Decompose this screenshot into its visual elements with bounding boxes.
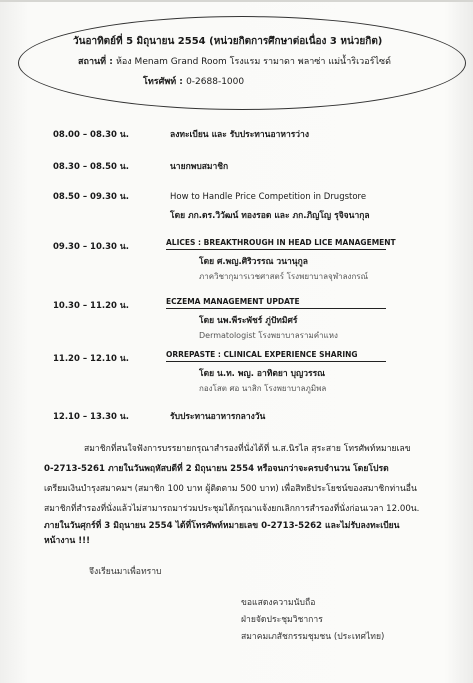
notice-line: หน้างาน !!!	[44, 536, 91, 546]
schedule-speaker: โดย นพ.พีระพัชร์ ภู่ปัทมิศร์	[199, 316, 298, 326]
closing-text: จึงเรียนมาเพื่อทราบ	[89, 567, 162, 577]
schedule-time: 08.50 – 09.30 น.	[53, 192, 129, 202]
schedule-row	[53, 298, 170, 312]
schedule-title: ORREPASTE : CLINICAL EXPERIENCE SHARING	[166, 350, 386, 362]
phone-line	[143, 74, 244, 88]
schedule-affiliation: ภาควิชากุมารเวชศาสตร์ โรงพยาบาลจุฬาลงกรณ์	[199, 272, 369, 281]
phone-value: 0-2688-1000	[186, 77, 245, 87]
place-label: สถานที่ :	[78, 57, 113, 67]
date-value: 5 มิถุนายน 2554 (หน่วยกิตการศึกษาต่อเนื่อง 3 หน่วยกิต)	[126, 36, 383, 47]
schedule-row	[53, 189, 366, 203]
schedule-time: 12.10 – 13.30 น.	[53, 412, 129, 422]
signature-line: สมาคมเภสัชกรรมชุมชน (ประเทศไทย)	[241, 632, 385, 642]
notice-line: ภายในวันศุกร์ที่ 3 มิถุนายน 2554 ได้ที่โทรศัพท์หมายเลข 0-2713-5262 และไม่รับลงทะเบียน	[44, 521, 400, 531]
schedule-time: 11.20 – 12.10 น.	[53, 354, 129, 364]
schedule-row	[53, 159, 228, 173]
schedule-time: 08.30 – 08.50 น.	[53, 162, 129, 172]
date-line	[73, 34, 382, 49]
phone-label: โทรศัพท์ :	[143, 77, 183, 87]
schedule-row	[53, 127, 309, 141]
schedule-row	[53, 239, 170, 253]
schedule-title: นายกพบสมาชิก	[170, 162, 229, 172]
date-label: วันอาทิตย์ที่	[73, 36, 123, 47]
notice-line: เตรียมเงินบำรุงสมาคมฯ (สมาชิก 100 บาท ผู้ติดตาม 500 บาท) เพื่อสิทธิประโยชน์ของสมาชิกท่านอื่น	[44, 484, 417, 494]
notice-line: สมาชิกที่สนใจฟังการบรรยายกรุณาสำรองที่นั่งได้ที่ น.ส.นิรไล สุระสาย โทรศัพท์หมายเลข	[84, 444, 411, 454]
schedule-time: 09.30 – 10.30 น.	[53, 242, 129, 252]
schedule-speaker: โดย น.ท. พญ. อาทิตยา บุญวรรณ	[199, 369, 326, 379]
signature-line: ฝ่ายจัดประชุมวิชาการ	[241, 615, 323, 625]
schedule-row	[53, 409, 265, 423]
schedule-time: 08.00 – 08.30 น.	[53, 130, 129, 140]
place-line	[78, 54, 391, 68]
schedule-title: ลงทะเบียน และ รับประทานอาหารว่าง	[170, 130, 309, 140]
schedule-title: ALICES : BREAKTHROUGH IN HEAD LICE MANAGEMENT	[166, 238, 386, 250]
place-value: ห้อง Menam Grand Room โรงแรม รามาดา พลาซ่า แม่น้ำริเวอร์ไซด์	[115, 57, 391, 67]
schedule-title: ECZEMA MANAGEMENT UPDATE	[166, 297, 386, 309]
schedule-affiliation: Dermatologist โรงพยาบาลรามคำแหง	[199, 331, 338, 340]
schedule-speaker: โดย ภก.ดร.วิวัฒน์ ทองรอด และ ภก.ภิญโญ รุจิจนากุล	[170, 211, 370, 221]
schedule-speaker: โดย ศ.พญ.ศิริวรรณ วนานุกูล	[199, 257, 308, 267]
notice-line: 0-2713-5261 ภายในวันพฤหัสบดีที่ 2 มิถุนายน 2554 หรือจนกว่าจะครบจำนวน โดยโปรด	[44, 464, 389, 474]
schedule-title: รับประทานอาหารกลางวัน	[170, 412, 266, 422]
schedule-affiliation: กองโสต ศอ นาสิก โรงพยาบาลภูมิพล	[199, 384, 327, 393]
schedule-row	[53, 351, 170, 365]
signature-line: ขอแสดงความนับถือ	[241, 598, 316, 608]
schedule-title: How to Handle Price Competition in Drugstore	[170, 192, 367, 202]
notice-line: สมาชิกที่สำรองที่นั่งแล้วไม่สามารถมาร่วมประชุมได้กรุณาแจ้งยกเลิกการสำรองที่นั่งก่อนเวลา 12.00น.	[44, 504, 420, 514]
schedule-time: 10.30 – 11.20 น.	[53, 301, 129, 311]
